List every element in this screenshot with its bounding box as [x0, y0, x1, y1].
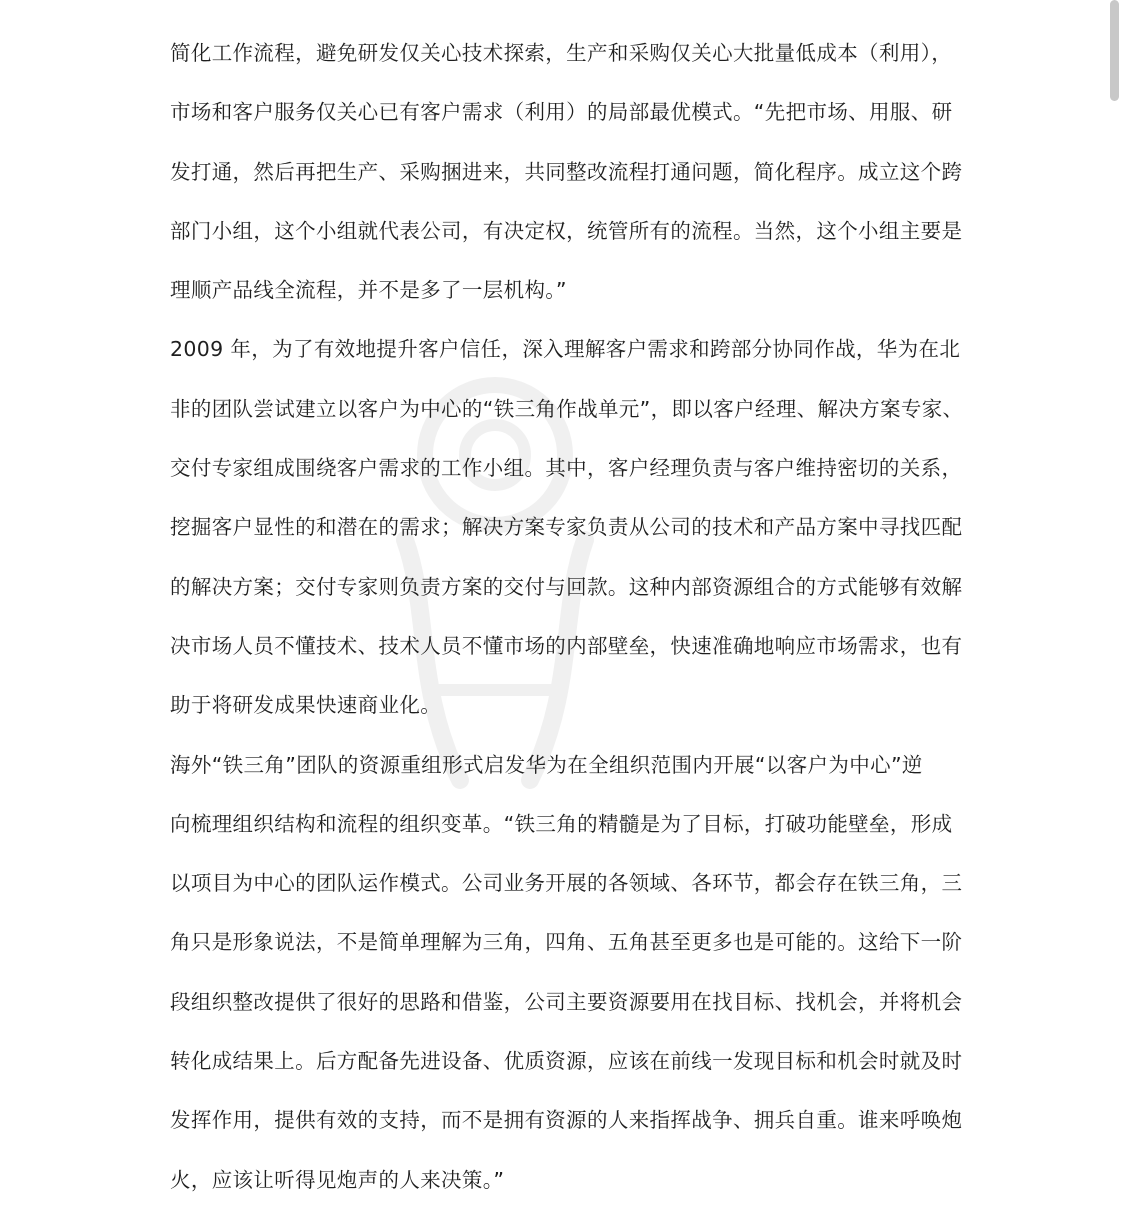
text-line: 角只是形象说法，不是简单理解为三角，四角、五角甚至更多也是可能的。这给下一阶	[170, 930, 963, 955]
text-line: 海外“铁三角”团队的资源重组形式启发华为在全组织范围内开展“以客户为中心”逆	[170, 752, 923, 777]
text-line: 挖掘客户显性的和潜在的需求；解决方案专家负责从公司的技术和产品方案中寻找匹配	[170, 515, 963, 540]
scrollbar-thumb[interactable]	[1110, 0, 1119, 101]
text-line: 理顺产品线全流程，并不是多了一层机构。”	[170, 278, 567, 303]
text-line: 段组织整改提供了很好的思路和借鉴，公司主要资源要用在找目标、找机会，并将机会	[170, 989, 963, 1014]
text-line: 部门小组，这个小组就代表公司，有决定权，统管所有的流程。当然，这个小组主要是	[170, 218, 963, 243]
text-line: 决市场人员不懂技术、技术人员不懂市场的内部壁垒，快速准确地响应市场需求，也有	[170, 633, 963, 658]
text-line: 转化成结果上。后方配备先进设备、优质资源，应该在前线一发现目标和机会时就及时	[170, 1049, 963, 1074]
text-line: 发挥作用，提供有效的支持，而不是拥有资源的人来指挥战争、拥兵自重。谁来呼唤炮	[170, 1108, 963, 1133]
text-line: 以项目为中心的团队运作模式。公司业务开展的各领域、各环节，都会存在铁三角，三	[170, 871, 963, 896]
text-line: 交付专家组成围绕客户需求的工作小组。其中，客户经理负责与客户维持密切的关系，	[170, 456, 963, 481]
text-line: 火，应该让听得见炮声的人来决策。”	[170, 1167, 505, 1192]
paragraph-1	[170, 28, 963, 324]
text-line: 的解决方案；交付专家则负责方案的交付与回款。这种内部资源组合的方式能够有效解	[170, 574, 963, 599]
text-line: 市场和客户服务仅关心已有客户需求（利用）的局部最优模式。“先把市场、用服、研	[170, 100, 953, 125]
article-body	[170, 28, 964, 1214]
text-line: 向梳理组织结构和流程的组织变革。“铁三角的精髓是为了目标，打破功能壁垒，形成	[170, 811, 953, 836]
paragraph-2	[170, 324, 964, 739]
text-line: 2009 年，为了有效地提升客户信任，深入理解客户需求和跨部分协同作战，华为在北	[170, 337, 961, 362]
text-line: 非的团队尝试建立以客户为中心的“铁三角作战单元”，即以客户经理、解决方案专家、	[170, 396, 964, 421]
paragraph-3	[170, 740, 963, 1214]
vertical-scrollbar[interactable]	[1108, 0, 1119, 1217]
text-line: 发打通，然后再把生产、采购捆进来，共同整改流程打通问题，简化程序。成立这个跨	[170, 159, 963, 184]
text-line: 助于将研发成果快速商业化。	[170, 693, 442, 718]
text-line: 简化工作流程，避免研发仅关心技术探索，生产和采购仅关心大批量低成本（利用），	[170, 41, 953, 65]
